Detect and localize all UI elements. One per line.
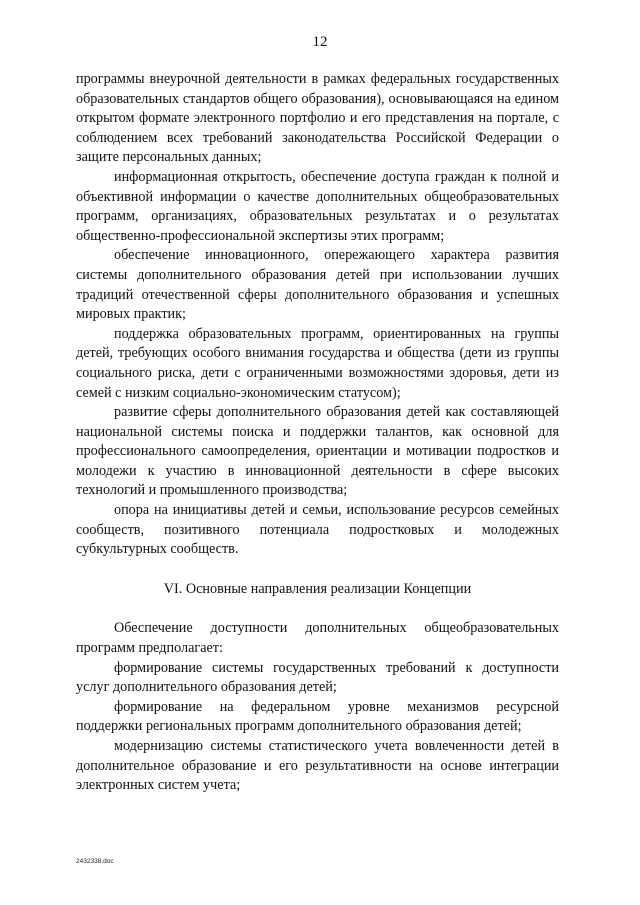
- paragraph-talent-development: развитие сферы дополнительного образования детей как составляющей национальной системы поиска и поддержки талантов, как основной для профессионального самоопределения, ориентации и мотивации подростков и молодежи к участию в инновационной деятельности в сфере высоких технологий и промышленного производства;: [76, 404, 559, 499]
- paragraph-accessibility-intro: Обеспечение доступности дополнительных общеобразовательных программ предполагает:: [76, 620, 559, 657]
- paragraph-support-programs: поддержка образовательных программ, ориентированных на группы детей, требующих особого внимания государства и общества (дети из группы социального риска, дети с ограниченными возможностями здоровья, дети из семей с низким социально-экономическим статусом);: [76, 325, 559, 401]
- paragraph-state-requirements: формирование системы государственных требований к доступности услуг дополнительного образования детей;: [76, 659, 559, 696]
- paragraph-family-initiatives: опора на инициативы детей и семьи, использование ресурсов семейных сообществ, позитивного потенциала подростковых и молодежных субкультурных сообществ.: [76, 502, 559, 558]
- document-file-code: 2432338.doc: [76, 858, 114, 865]
- paragraph-statistics-modernization: модернизацию системы статистического учета вовлеченности детей в дополнительное образование и его результативности на основе интеграции электронных систем учета;: [76, 738, 559, 794]
- section-heading: VI. Основные направления реализации Концепции: [163, 580, 472, 597]
- paragraph-federal-support: формирование на федеральном уровне механизмов ресурсной поддержки региональных программ дополнительного образования детей;: [76, 698, 559, 735]
- paragraph-innovative-development: обеспечение инновационного, опережающего характера развития системы дополнительного образования детей при использовании лучших традиций отечественной сферы дополнительного образования и успешных мировых практик;: [76, 247, 559, 323]
- paragraph-information-openness: информационная открытость, обеспечение доступа граждан к полной и объективной информации о качестве дополнительных общеобразовательных программ, организациях, образовательных результатах и о результатах общественно-профессиональной экспертизы этих программ;: [76, 168, 559, 244]
- page-number: 12: [312, 34, 328, 50]
- paragraph-continuation: программы внеурочной деятельности в рамках федеральных государственных образовательных стандартов общего образования), основывающаяся на едином открытом формате электронного портфолио и его представления на портале, с соблюдением всех требований законодательства Российской Федерации о защите персональных данных;: [76, 71, 559, 166]
- document-body: [76, 70, 559, 796]
